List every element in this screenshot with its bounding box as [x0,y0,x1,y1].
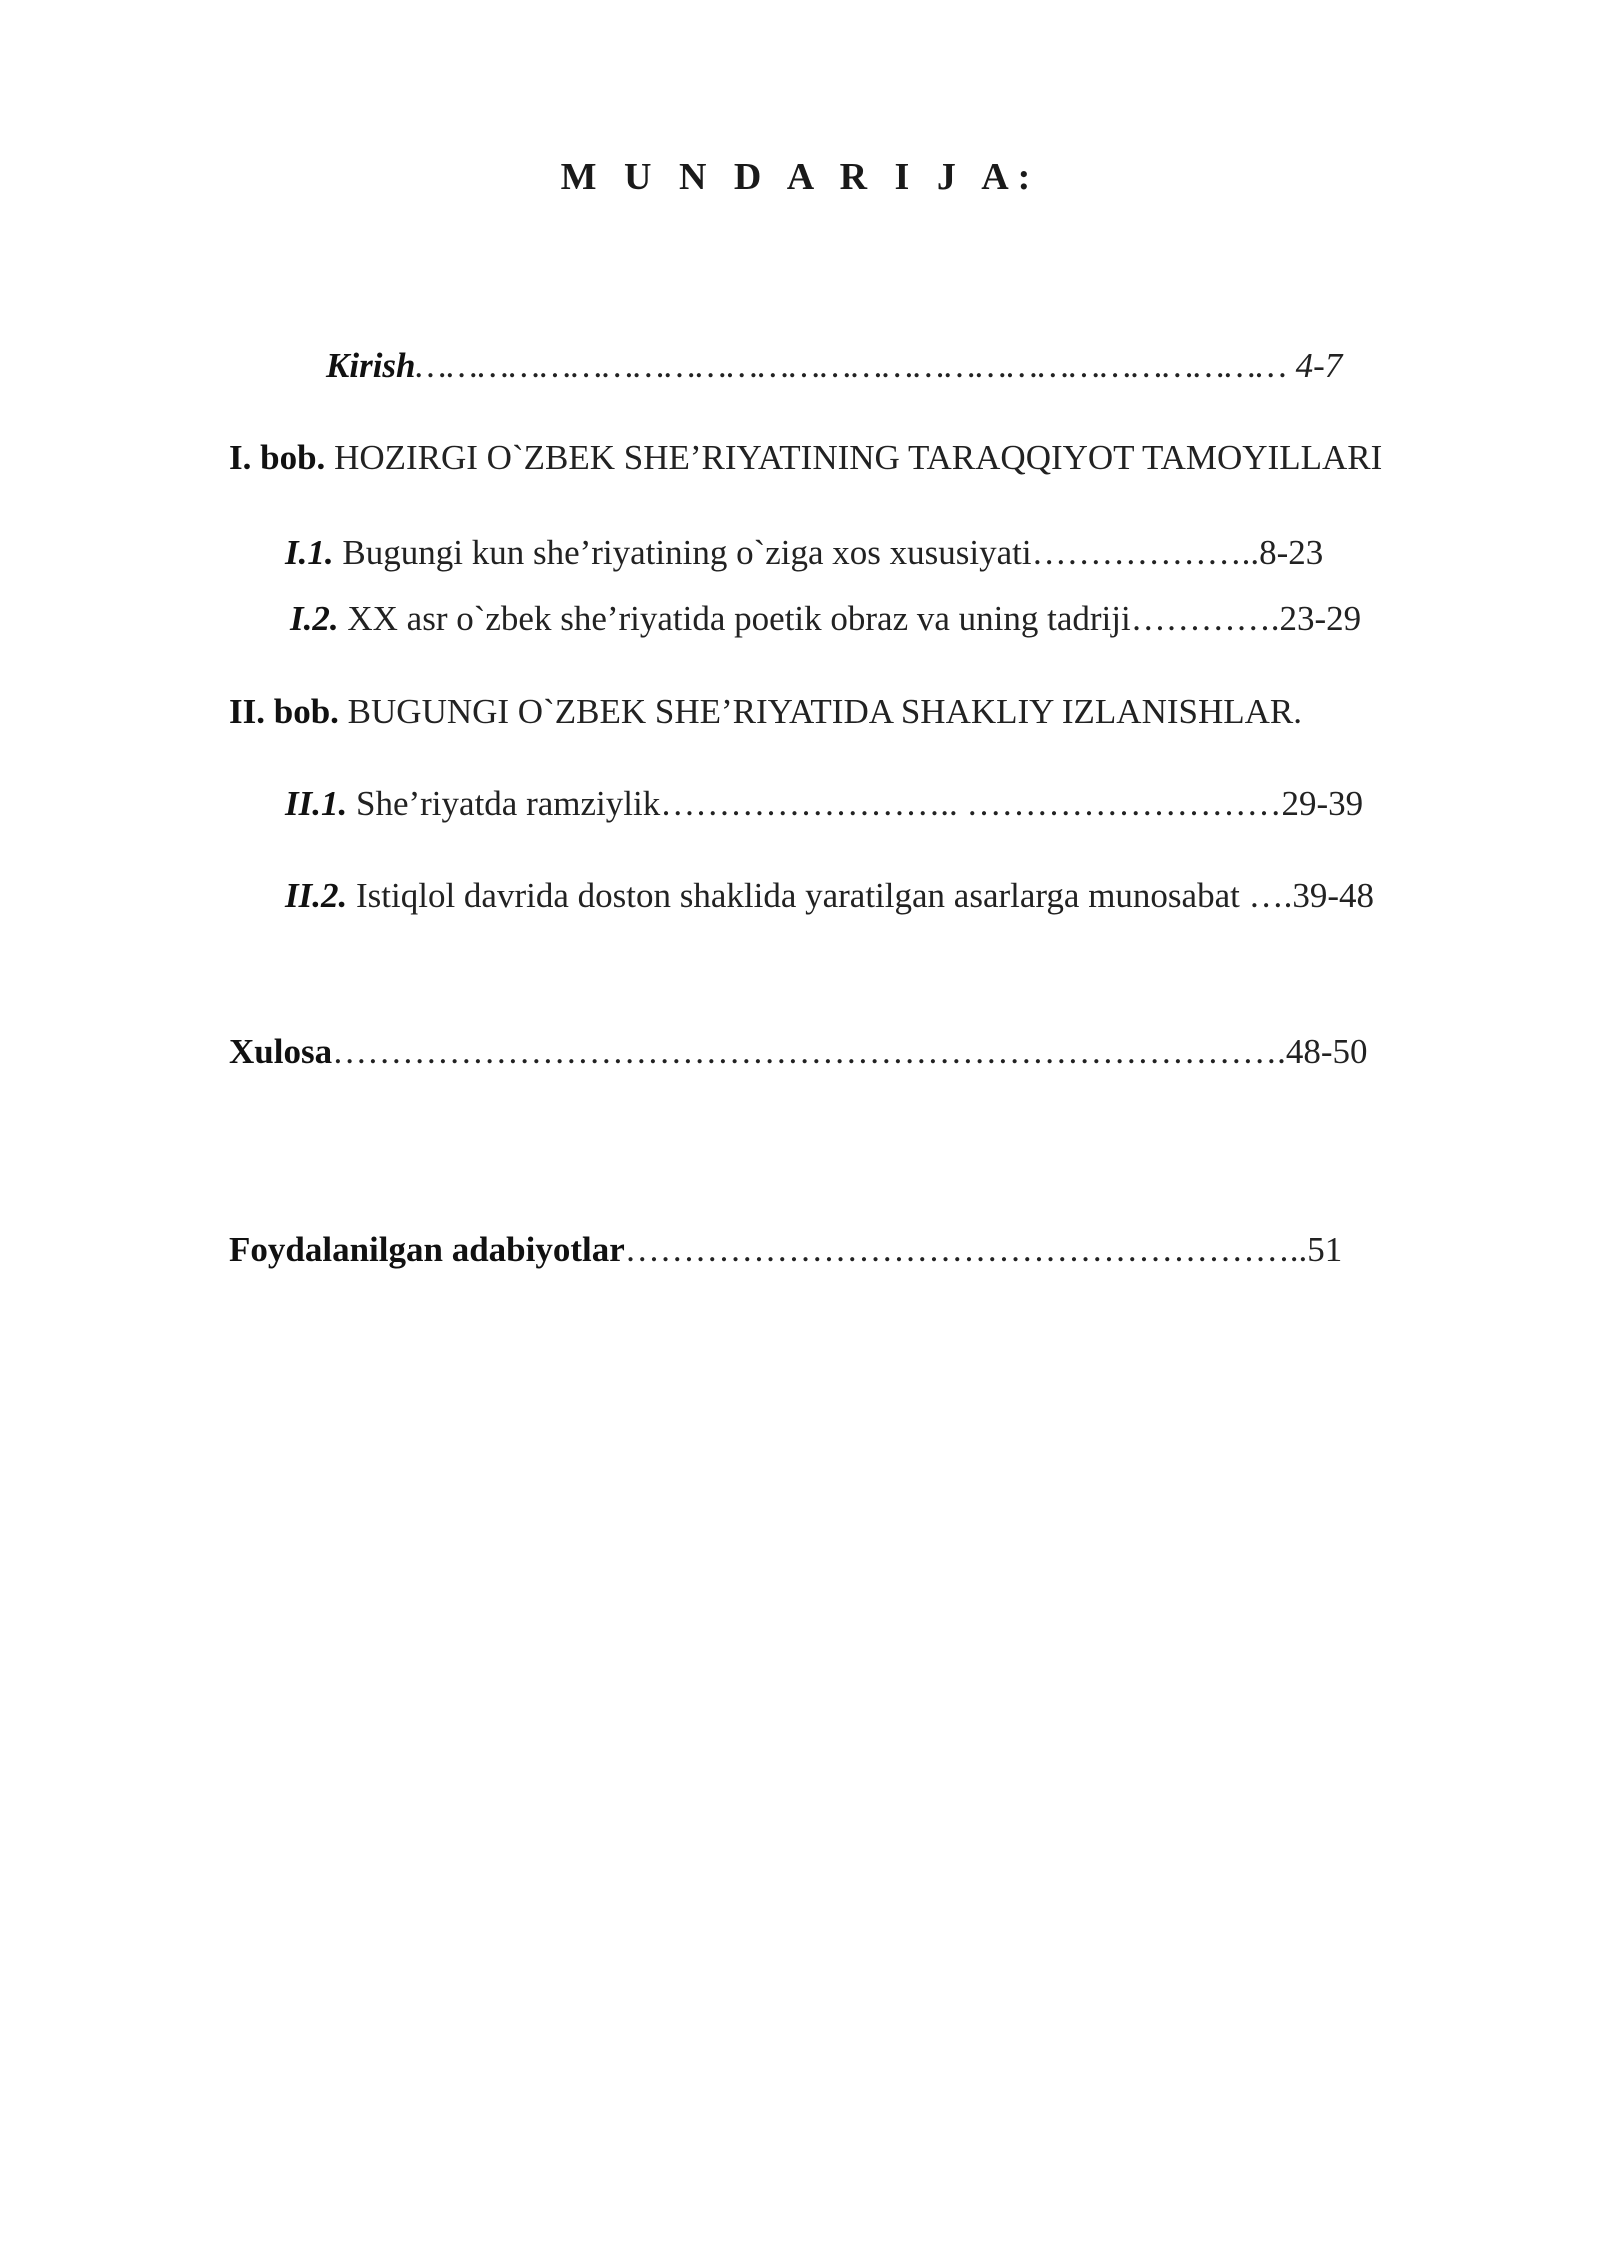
toc-pages-kirish: 4-7 [1295,346,1343,385]
toc-section-2-2 [285,874,1374,918]
toc-leader-kirish: ………………………………………………………………………… [415,346,1296,385]
toc-label-section-1-2: I.2. [290,599,339,638]
toc-label-chapter-1: I. bob. [229,438,326,477]
toc-label-chapter-2: II. bob. [229,692,339,731]
toc-chapter-1 [229,436,1382,480]
toc-label-section-1-1: I.1. [285,533,334,572]
toc-label-bibliography: Foydalanilgan adabiyotlar [229,1230,625,1269]
toc-section-1-1 [285,531,1323,575]
toc-label-kirish: Kirish [326,346,416,385]
toc-text-bibliography: …………………………………………………..51 [624,1230,1343,1269]
toc-text-section-2-2: Istiqlol davrida doston shaklida yaratilgan asarlarga munosabat ….39-48 [347,876,1374,915]
toc-label-section-2-2: II.2. [285,876,348,915]
toc-text-xulosa: ……………………………………………………………………….48-50 [332,1032,1368,1071]
toc-chapter-2 [229,690,1302,734]
page-title: M U N D A R I J A: [560,156,1040,198]
toc-text-chapter-1: HOZIRGI O`ZBEK SHE’RIYATINING TARAQQIYOT TAMOYILLARI [325,438,1383,477]
toc-entry-kirish [326,344,1342,388]
toc-text-section-2-1: She’riyatda ramziylik…………………….. ………………………29-39 [347,784,1364,823]
toc-text-chapter-2: BUGUNGI O`ZBEK SHE’RIYATIDA SHAKLIY IZLANISHLAR. [338,692,1303,731]
toc-entry-bibliography [229,1228,1342,1272]
toc-text-section-1-2: XX asr o`zbek she’riyatida poetik obraz va uning tadriji………….23-29 [338,599,1362,638]
toc-label-xulosa: Xulosa [229,1032,333,1071]
toc-entry-xulosa [229,1030,1368,1074]
toc-section-1-2 [290,597,1361,641]
toc-section-2-1 [285,782,1363,826]
toc-text-section-1-1: Bugungi kun she’riyatining o`ziga xos xususiyati………………..8-23 [333,533,1324,572]
toc-label-section-2-1: II.1. [285,784,348,823]
